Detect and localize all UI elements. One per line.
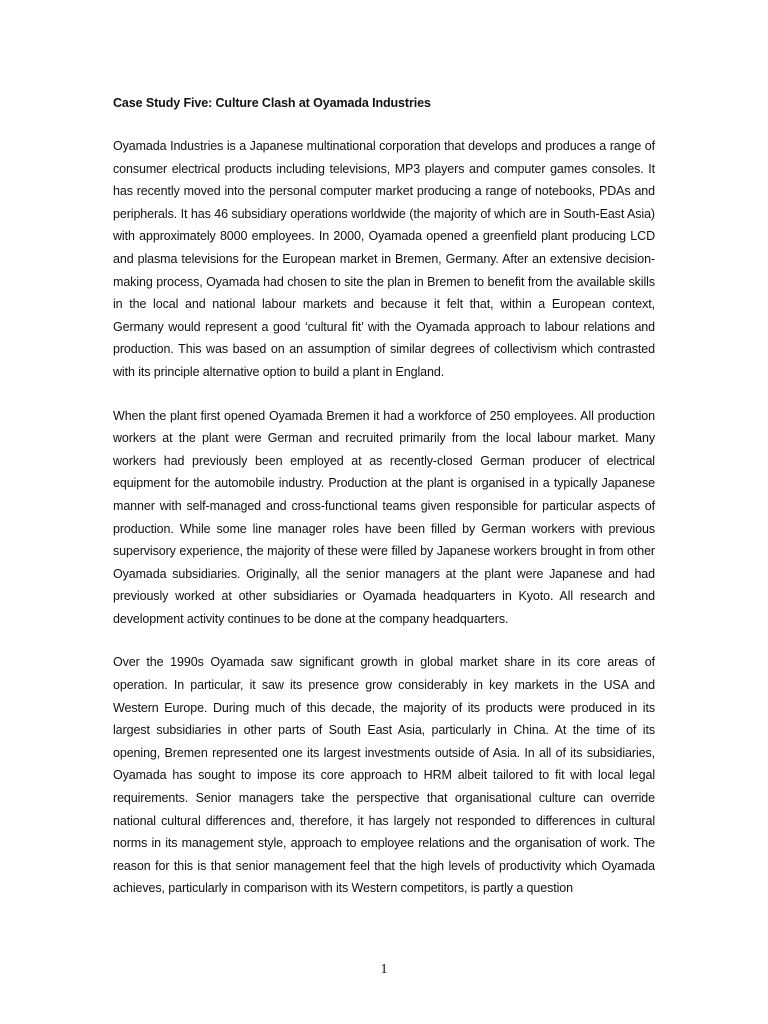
page-number: 1: [380, 962, 388, 977]
document-body: [113, 92, 655, 921]
paragraph-bremen-plant: When the plant first opened Oyamada Bremen it had a workforce of 250 employees. All production workers at the plant were German and recruited primarily from the local labour market. Many workers had previously been employed at as recently-closed German producer of electrical equipment for the automobile industry. Production at the plant is organised in a typically Japanese manner with self-managed and cross-functional teams given responsible for particular aspects of production. While some line manager roles have been filled by German workers with previous supervisory experience, the majority of these were filled by Japanese workers brought in from other Oyamada subsidiaries. Originally, all the senior managers at the plant were Japanese and had previously worked at other subsidiaries or Oyamada headquarters in Kyoto. All research and development activity continues to be done at the company headquarters.: [113, 408, 655, 626]
paragraph-company-overview: Oyamada Industries is a Japanese multinational corporation that develops and produces a range of consumer electrical products including televisions, MP3 players and computer games consoles. It has recently moved into the personal computer market producing a range of notebooks, PDAs and peripherals. It has 46 subsidiary operations worldwide (the majority of which are in South-East Asia) with approximately 8000 employees. In 2000, Oyamada opened a greenfield plant producing LCD and plasma televisions for the European market in Bremen, Germany. After an extensive decision-making process, Oyamada had chosen to site the plan in Bremen to benefit from the available skills in the local and national labour markets and because it felt that, within a European context, Germany would represent a good ‘cultural fit’ with the Oyamada approach to labour relations and production. This was based on an assumption of similar degrees of collectivism which contrasted with its principle alternative option to build a plant in England.: [113, 139, 655, 379]
paragraph-global-growth: Over the 1990s Oyamada saw significant growth in global market share in its core areas of operation. In particular, it saw its presence grow considerably in key markets in the USA and Western Europe. During much of this decade, the majority of its products were produced in its largest subsidiaries in other parts of South East Asia, particularly in China. At the time of its opening, Bremen represented one its largest investments outside of Asia. In all of its subsidiaries, Oyamada has sought to impose its core approach to HRM albeit tailored to fit with local legal requirements. Senior managers take the perspective that organisational culture can override national cultural differences and, therefore, it has largely not responded to differences in cultural norms in its management style, approach to employee relations and the organisation of work. The reason for this is that senior management feel that the high levels of productivity which Oyamada achieves, particularly in comparison with its Western competitors, is partly a question: [113, 655, 655, 896]
case-study-title: Case Study Five: Culture Clash at Oyamada Industries: [113, 96, 431, 110]
